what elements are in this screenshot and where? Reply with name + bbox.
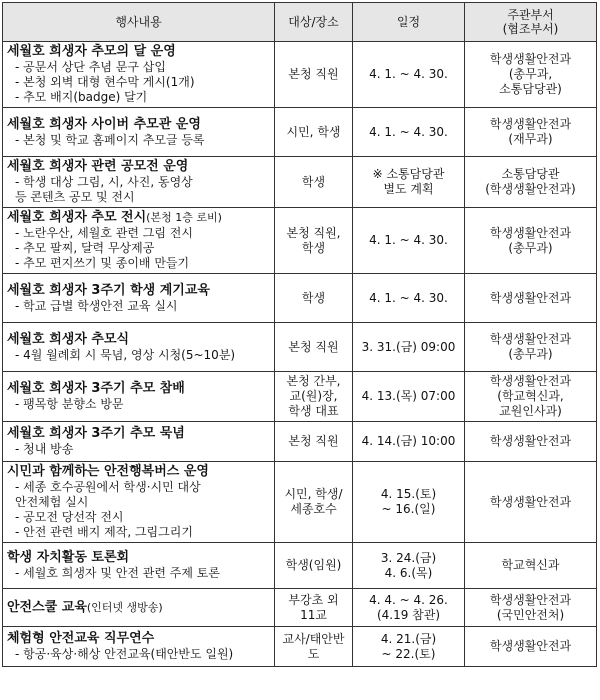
dept-cell — [465, 589, 597, 627]
schedule-line: ~ 16.(일) — [381, 502, 436, 516]
event-title-text: 안전스쿨 교육 — [7, 599, 87, 615]
target-line: 본청 간부, — [286, 374, 341, 388]
event-cell — [3, 108, 275, 157]
target-line: 세종호수 — [290, 502, 337, 516]
table-body — [3, 42, 597, 667]
dept-line: 학생생활안전과 — [489, 434, 572, 448]
target-cell — [275, 274, 353, 323]
target-line: 교사/태안반도 — [282, 631, 345, 661]
dept-cell — [465, 274, 597, 323]
target-cell — [275, 422, 353, 462]
dept-cell — [465, 372, 597, 422]
header-dept-line1: 주관부서 — [507, 8, 554, 22]
target-line: 부강초 외 — [288, 592, 339, 607]
target-line: 본청 직원 — [288, 339, 339, 354]
schedule-cell — [353, 42, 465, 108]
event-title-text: 세월호 희생자 3주기 학생 계기교육 — [7, 282, 210, 298]
header-target: 대상/장소 — [275, 3, 353, 42]
event-cell — [3, 157, 275, 208]
target-cell — [275, 157, 353, 208]
target-line: 학생 — [301, 290, 326, 305]
schedule-cell — [353, 372, 465, 422]
event-cell — [3, 627, 275, 667]
event-detail: - 세월호 희생자 및 안전 관련 주제 토론 — [15, 566, 220, 580]
dept-line: (재무과) — [508, 132, 553, 146]
target-cell — [275, 372, 353, 422]
event-detail: - 본청 및 학교 홈페이지 추모글 등록 — [15, 132, 205, 147]
dept-cell — [465, 108, 597, 157]
schedule-line: 4. 4. ~ 4. 26. — [369, 592, 448, 607]
event-detail: - 노란우산, 세월호 관련 그림 전시 — [15, 226, 193, 240]
event-title-text: 세월호 희생자 3주기 추모 참배 — [7, 381, 185, 396]
event-title — [7, 464, 270, 480]
dept-cell — [465, 543, 597, 589]
event-title-text: 체험형 안전교육 직무연수 — [7, 631, 155, 646]
target-cell — [275, 208, 353, 274]
event-title — [7, 381, 270, 397]
dept-line: (학교혁신과, — [497, 389, 564, 403]
schedule-cell — [353, 627, 465, 667]
event-detail: - 학교 급별 학생안전 교육 실시 — [15, 298, 178, 313]
event-detail: - 팽목항 분향소 방문 — [15, 397, 124, 411]
schedule-cell — [353, 462, 465, 543]
schedule-line: 4. 13.(목) 07:00 — [361, 389, 456, 403]
schedule-line: 3. 31.(금) 09:00 — [361, 339, 456, 354]
event-title-text: 세월호 희생자 사이버 추모관 운영 — [7, 116, 201, 132]
event-cell — [3, 543, 275, 589]
event-cell — [3, 323, 275, 372]
event-title-text: 세월호 희생자 추모의 달 운영 — [7, 44, 176, 59]
event-title-note: (본청 1층 로비) — [146, 211, 222, 224]
dept-line: (국민안전처) — [496, 607, 565, 622]
event-cell — [3, 462, 275, 543]
schedule-cell — [353, 589, 465, 627]
table-row — [3, 108, 597, 157]
target-line: 학생 — [301, 240, 326, 255]
event-title — [7, 283, 270, 299]
dept-cell — [465, 42, 597, 108]
dept-cell — [465, 323, 597, 372]
schedule-cell — [353, 157, 465, 208]
event-detail: - 추모 배지(badge) 달기 — [15, 90, 148, 104]
event-title — [7, 159, 270, 175]
event-detail: 안전체험 실시 — [15, 495, 89, 509]
event-detail: - 공모전 당선작 전시 — [15, 510, 124, 524]
schedule-line: 4. 15.(토) — [380, 487, 437, 501]
schedule-cell — [353, 274, 465, 323]
event-detail: - 항공·육상·해상 안전교육(태안반도 일원) — [15, 647, 234, 661]
table-row — [3, 422, 597, 462]
header-event: 행사내용 — [3, 3, 275, 42]
schedule-line: 4. 1. ~ 4. 30. — [369, 233, 448, 247]
dept-cell — [465, 157, 597, 208]
event-title-text: 세월호 희생자 추모 전시 — [7, 210, 147, 225]
event-title-note: (인터넷 생방송) — [86, 600, 163, 614]
table-row — [3, 157, 597, 208]
event-title-text: 세월호 희생자 관련 공모전 운영 — [7, 159, 189, 174]
dept-line: 소통담당관) — [499, 82, 562, 96]
event-detail: 등 콘텐츠 공모 및 전시 — [15, 190, 135, 204]
event-title-text: 학생 자치활동 토론회 — [7, 550, 130, 565]
event-title — [7, 44, 270, 60]
event-detail: - 안전 관련 배지 제작, 그림그리기 — [15, 525, 193, 539]
schedule-line: 4. 21.(금) — [380, 631, 437, 646]
event-detail: - 청내 방송 — [15, 442, 74, 456]
dept-line: 학생생활안전과 — [489, 374, 572, 388]
schedule-line: 4. 1. ~ 4. 30. — [369, 124, 448, 139]
table-row — [3, 323, 597, 372]
event-detail: - 학생 대상 그림, 시, 사진, 동영상 — [15, 175, 193, 189]
event-title-text: 세월호 희생자 3주기 추모 묵념 — [7, 426, 185, 441]
dept-line: 소통담당관 — [501, 167, 560, 181]
event-title-text: 세월호 희생자 추모식 — [7, 331, 130, 347]
dept-line: (학생생활안전과) — [485, 182, 576, 196]
event-title — [7, 210, 270, 226]
event-title — [7, 600, 270, 616]
target-cell — [275, 462, 353, 543]
schedule-line: 3. 24.(금) — [380, 550, 437, 565]
event-schedule-table — [2, 2, 597, 667]
schedule-line: 별도 계획 — [383, 182, 434, 196]
event-detail: - 세종 호수공원에서 학생·시민 대상 — [15, 480, 201, 494]
schedule-line: 4. 1. ~ 4. 30. — [369, 290, 448, 305]
header-dept-line2: (협조부서) — [502, 22, 559, 36]
schedule-line: ※ 소통담당관 — [372, 167, 445, 181]
event-detail: - 본청 외벽 대형 현수막 게시(1개) — [15, 75, 195, 89]
target-cell — [275, 323, 353, 372]
event-title — [7, 332, 270, 348]
schedule-line: (4.19 참관) — [376, 607, 441, 622]
event-cell — [3, 208, 275, 274]
table-row — [3, 627, 597, 667]
table-row — [3, 208, 597, 274]
target-cell — [275, 589, 353, 627]
schedule-cell — [353, 543, 465, 589]
target-line: 교(원)장, — [289, 389, 338, 403]
dept-cell — [465, 627, 597, 667]
target-line: 본청 직원 — [288, 67, 339, 81]
header-schedule: 일정 — [353, 3, 465, 42]
table-row — [3, 589, 597, 627]
dept-line: (총무과) — [508, 240, 553, 255]
dept-line: 학생생활안전과 — [489, 494, 572, 509]
dept-line: 학생생활안전과 — [489, 639, 572, 653]
target-cell — [275, 627, 353, 667]
target-line: 학생 — [301, 174, 326, 189]
event-title — [7, 550, 270, 566]
dept-line: (총무과) — [508, 347, 553, 361]
target-cell — [275, 543, 353, 589]
table-row — [3, 372, 597, 422]
schedule-cell — [353, 108, 465, 157]
event-title — [7, 117, 270, 133]
dept-line: 학생생활안전과 — [489, 592, 572, 607]
dept-cell — [465, 462, 597, 543]
dept-line: 학교혁신과 — [501, 558, 560, 572]
target-line: 본청 직원 — [288, 434, 339, 448]
schedule-line: 4. 6.(목) — [384, 565, 433, 580]
target-line: 시민, 학생/ — [284, 487, 343, 501]
target-line: 학생(임원) — [285, 558, 342, 572]
event-cell — [3, 372, 275, 422]
dept-line: 학생생활안전과 — [489, 290, 572, 305]
table-row — [3, 42, 597, 108]
dept-line: 학생생활안전과 — [489, 52, 572, 66]
target-line: 시민, 학생 — [286, 124, 341, 139]
schedule-cell — [353, 422, 465, 462]
table-header-row — [3, 3, 597, 42]
table-row — [3, 543, 597, 589]
target-line: 본청 직원, — [286, 225, 341, 240]
schedule-line: 4. 14.(금) 10:00 — [361, 434, 456, 448]
event-title-text: 시민과 함께하는 안전행복버스 운영 — [7, 464, 209, 479]
schedule-cell — [353, 208, 465, 274]
event-cell — [3, 589, 275, 627]
target-cell — [275, 108, 353, 157]
header-dept — [465, 3, 597, 42]
schedule-line: ~ 22.(토) — [381, 646, 436, 661]
dept-cell — [465, 422, 597, 462]
event-detail: - 4월 월례회 시 묵념, 영상 시청(5~10분) — [15, 347, 236, 362]
dept-line: 학생생활안전과 — [489, 117, 572, 131]
table-row — [3, 462, 597, 543]
dept-cell — [465, 208, 597, 274]
event-detail: - 추모 팔찌, 달력 무상제공 — [15, 241, 155, 255]
event-cell — [3, 422, 275, 462]
event-detail: - 추모 편지쓰기 및 종이배 만들기 — [15, 256, 190, 270]
event-title — [7, 426, 270, 442]
target-line: 학생 대표 — [288, 404, 339, 418]
dept-line: 학생생활안전과 — [489, 225, 572, 240]
event-cell — [3, 274, 275, 323]
schedule-line: 4. 1. ~ 4. 30. — [369, 67, 448, 81]
schedule-cell — [353, 323, 465, 372]
table-row — [3, 274, 597, 323]
event-detail: - 공문서 상단 추념 문구 삽입 — [15, 60, 166, 74]
target-cell — [275, 42, 353, 108]
dept-line: 학생생활안전과 — [489, 332, 572, 346]
target-line: 11교 — [300, 607, 327, 622]
event-cell — [3, 42, 275, 108]
event-title — [7, 631, 270, 647]
dept-line: 교원인사과) — [499, 404, 562, 418]
dept-line: (총무과, — [508, 67, 553, 81]
